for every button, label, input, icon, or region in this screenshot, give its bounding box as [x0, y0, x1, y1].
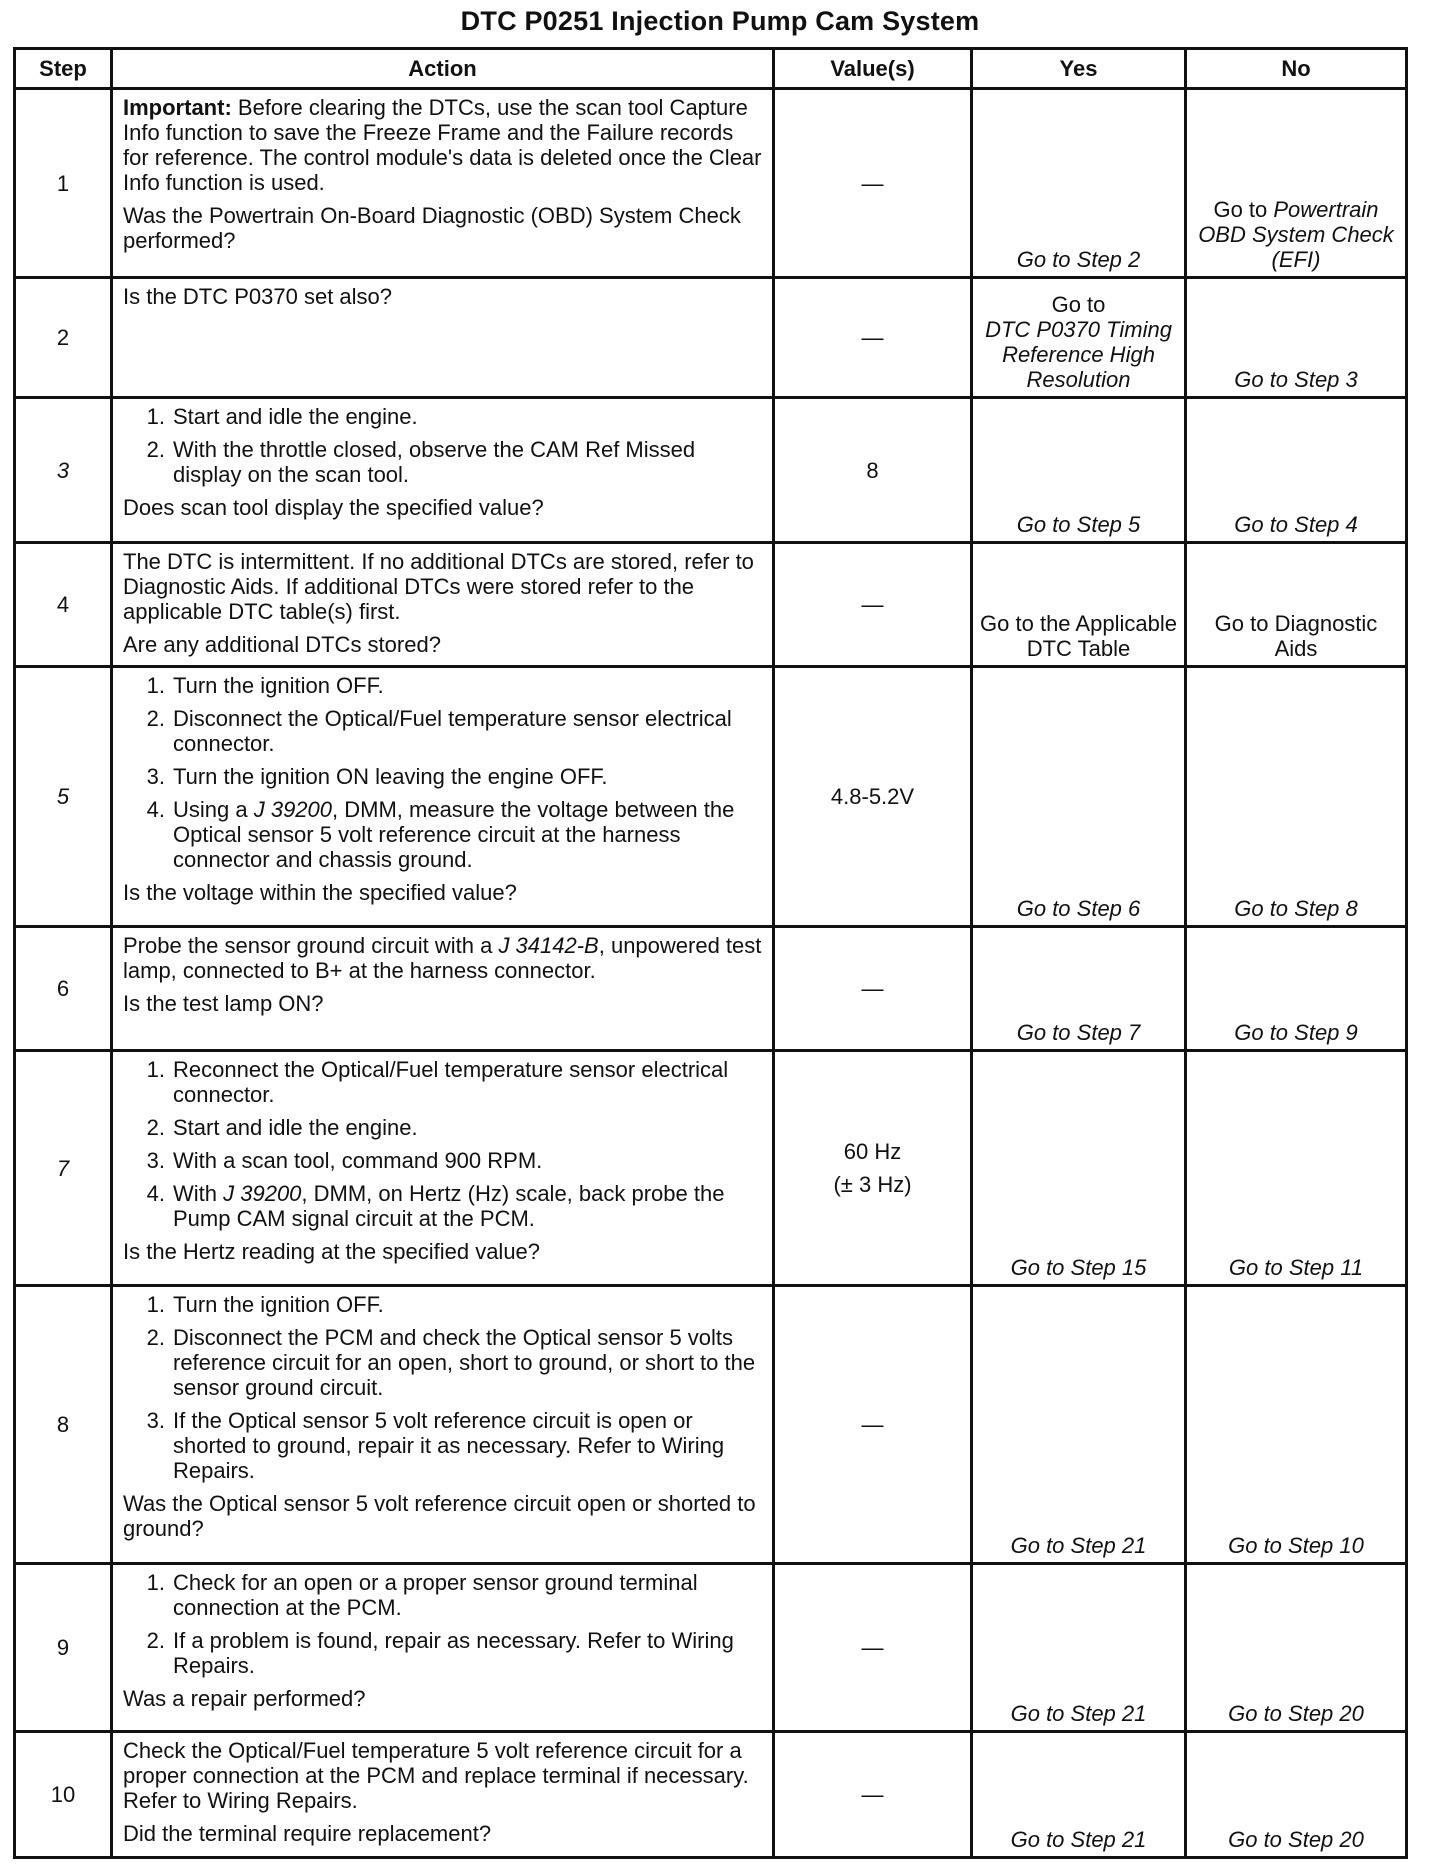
value-cell: — — [774, 1564, 972, 1732]
action-cell — [112, 1286, 774, 1564]
yes-prefix: Go to — [1051, 292, 1106, 317]
no-cell: Go to Step 4 — [1186, 398, 1407, 543]
list-item: 2. If a problem is found, repair as necessary. Refer to Wiring Repairs. — [146, 1628, 734, 1678]
yes-cell — [972, 278, 1186, 398]
table-row — [15, 927, 1407, 1051]
dtc-table — [13, 47, 1408, 1859]
action-cell — [112, 1564, 774, 1732]
action-question: Was the Optical sensor 5 volt reference circuit open or shorted to ground? — [123, 1491, 756, 1541]
tool-reference: J 34142-B — [498, 933, 599, 958]
header-values: Value(s) — [774, 49, 972, 89]
step-number: 3 — [15, 398, 112, 543]
action-question: Is the Hertz reading at the specified value? — [123, 1239, 541, 1264]
no-cell: Go to Step 3 — [1186, 278, 1407, 398]
action-cell — [112, 543, 774, 667]
list-item: 2. With the throttle closed, observe the CAM Ref Missed display on the scan tool. — [146, 437, 696, 487]
value-cell: — — [774, 1286, 972, 1564]
no-cell: Go to Step 11 — [1186, 1051, 1407, 1286]
table-row — [15, 1564, 1407, 1732]
no-cell: Go to Step 20 — [1186, 1564, 1407, 1732]
value-cell: — — [774, 89, 972, 278]
tool-reference: J 39200 — [223, 1181, 302, 1206]
value-cell: 8 — [774, 398, 972, 543]
no-cell: Go to Step 9 — [1186, 927, 1407, 1051]
list-item: 1. Turn the ignition OFF. — [146, 673, 384, 698]
action-text: Check the Optical/Fuel temperature 5 volt reference circuit for a proper connection at the PCM and replace terminal if necessary. Refer to Wiring Repairs. — [123, 1738, 749, 1813]
yes-cell: Go to Step 5 — [972, 398, 1186, 543]
page-title: DTC P0251 Injection Pump Cam System — [460, 6, 980, 36]
no-cell: Go to Diagnostic Aids — [1186, 543, 1407, 667]
action-question: Does scan tool display the specified value? — [123, 495, 544, 520]
table-row — [15, 89, 1407, 278]
no-cell: Go to Step 20 — [1186, 1732, 1407, 1858]
yes-cell: Go to Step 21 — [972, 1286, 1186, 1564]
action-question: Did the terminal require replacement? — [123, 1821, 492, 1846]
action-cell — [112, 278, 774, 398]
header-action: Action — [112, 49, 774, 89]
step-number: 4 — [15, 543, 112, 667]
value-cell: — — [774, 278, 972, 398]
action-cell — [112, 1051, 774, 1286]
header-yes: Yes — [972, 49, 1186, 89]
step-number: 9 — [15, 1564, 112, 1732]
yes-cell: Go to the Applicable DTC Table — [972, 543, 1186, 667]
list-item: 2. Disconnect the Optical/Fuel temperature sensor electrical connector. — [146, 706, 732, 756]
action-cell — [112, 89, 774, 278]
header-no: No — [1186, 49, 1407, 89]
step-number: 5 — [15, 667, 112, 927]
table-row — [15, 543, 1407, 667]
step-number: 7 — [15, 1051, 112, 1286]
list-item: 4. Using a J 39200, DMM, measure the voltage between the Optical sensor 5 volt reference circuit at the harness connector and chassis ground. — [146, 797, 735, 872]
yes-link-text: DTC P0370 Timing Reference High Resolution — [985, 317, 1172, 392]
action-cell — [112, 398, 774, 543]
action-question: Was the Powertrain On-Board Diagnostic (OBD) System Check performed? — [123, 203, 741, 253]
list-item: 3. Turn the ignition ON leaving the engine OFF. — [146, 764, 608, 789]
value-cell: — — [774, 1732, 972, 1858]
value-cell: — — [774, 927, 972, 1051]
value-cell — [774, 1051, 972, 1286]
list-item: 2. Disconnect the PCM and check the Optical sensor 5 volts reference circuit for an open, short to ground, or short to the sensor ground circuit. — [146, 1325, 756, 1400]
step-number: 10 — [15, 1732, 112, 1858]
list-item: 1. Check for an open or a proper sensor ground terminal connection at the PCM. — [146, 1570, 698, 1620]
list-item: 3. With a scan tool, command 900 RPM. — [146, 1148, 543, 1173]
table-row — [15, 1732, 1407, 1858]
no-link-text: Go to Powertrain OBD System Check (EFI) — [1198, 197, 1394, 272]
step-number: 6 — [15, 927, 112, 1051]
table-row — [15, 1286, 1407, 1564]
value-cell: — — [774, 543, 972, 667]
action-question: Is the test lamp ON? — [123, 991, 324, 1016]
table-row — [15, 278, 1407, 398]
action-cell — [112, 667, 774, 927]
step-number: 8 — [15, 1286, 112, 1564]
table-row — [15, 398, 1407, 543]
header-row — [15, 49, 1407, 89]
step-number: 1 — [15, 89, 112, 278]
important-text: Before clearing the DTCs, use the scan tool Capture Info function to save the Freeze Frame and the Failure records for reference. The control module's data is deleted once the Clear Info function is used. — [123, 95, 762, 195]
header-step: Step — [15, 49, 112, 89]
value-cell: 4.8-5.2V — [774, 667, 972, 927]
table-row — [15, 1051, 1407, 1286]
yes-cell: Go to Step 2 — [972, 89, 1186, 278]
list-item: 3. If the Optical sensor 5 volt reference circuit is open or shorted to ground, repair it as necessary. Refer to Wiring Repairs. — [146, 1408, 725, 1483]
no-cell: Go to Step 8 — [1186, 667, 1407, 927]
action-cell — [112, 1732, 774, 1858]
yes-cell: Go to Step 15 — [972, 1051, 1186, 1286]
action-question: Was a repair performed? — [123, 1686, 366, 1711]
list-item: 1. Reconnect the Optical/Fuel temperature sensor electrical connector. — [146, 1057, 729, 1107]
list-item: 4. With J 39200, DMM, on Hertz (Hz) scale, back probe the Pump CAM signal circuit at the PCM. — [146, 1181, 725, 1231]
yes-cell: Go to Step 7 — [972, 927, 1186, 1051]
yes-cell: Go to Step 21 — [972, 1732, 1186, 1858]
step-number: 2 — [15, 278, 112, 398]
important-label: Important: — [123, 95, 232, 120]
list-item: 1. Start and idle the engine. — [146, 404, 418, 429]
no-cell — [1186, 89, 1407, 278]
no-cell: Go to Step 10 — [1186, 1286, 1407, 1564]
list-item: 2. Start and idle the engine. — [146, 1115, 418, 1140]
list-item: 1. Turn the ignition OFF. — [146, 1292, 384, 1317]
action-cell: Probe the sensor ground circuit with a J 34142-B, unpowered test lamp, connected to B+ at the harness connector. Is the test lamp ON? — [112, 927, 774, 1051]
action-text: The DTC is intermittent. If no additional DTCs are stored, refer to Diagnostic Aids. If additional DTCs were stored refer to the applicable DTC table(s) first. — [123, 549, 754, 624]
yes-cell: Go to Step 6 — [972, 667, 1186, 927]
action-question: Is the DTC P0370 set also? — [123, 284, 393, 309]
tool-reference: J 39200 — [253, 797, 333, 822]
value-tolerance: (± 3 Hz) — [833, 1172, 912, 1197]
value-line: 60 Hz — [843, 1139, 902, 1164]
table-row — [15, 667, 1407, 927]
action-question: Is the voltage within the specified value? — [123, 880, 517, 905]
yes-cell: Go to Step 21 — [972, 1564, 1186, 1732]
action-question: Are any additional DTCs stored? — [123, 632, 441, 657]
